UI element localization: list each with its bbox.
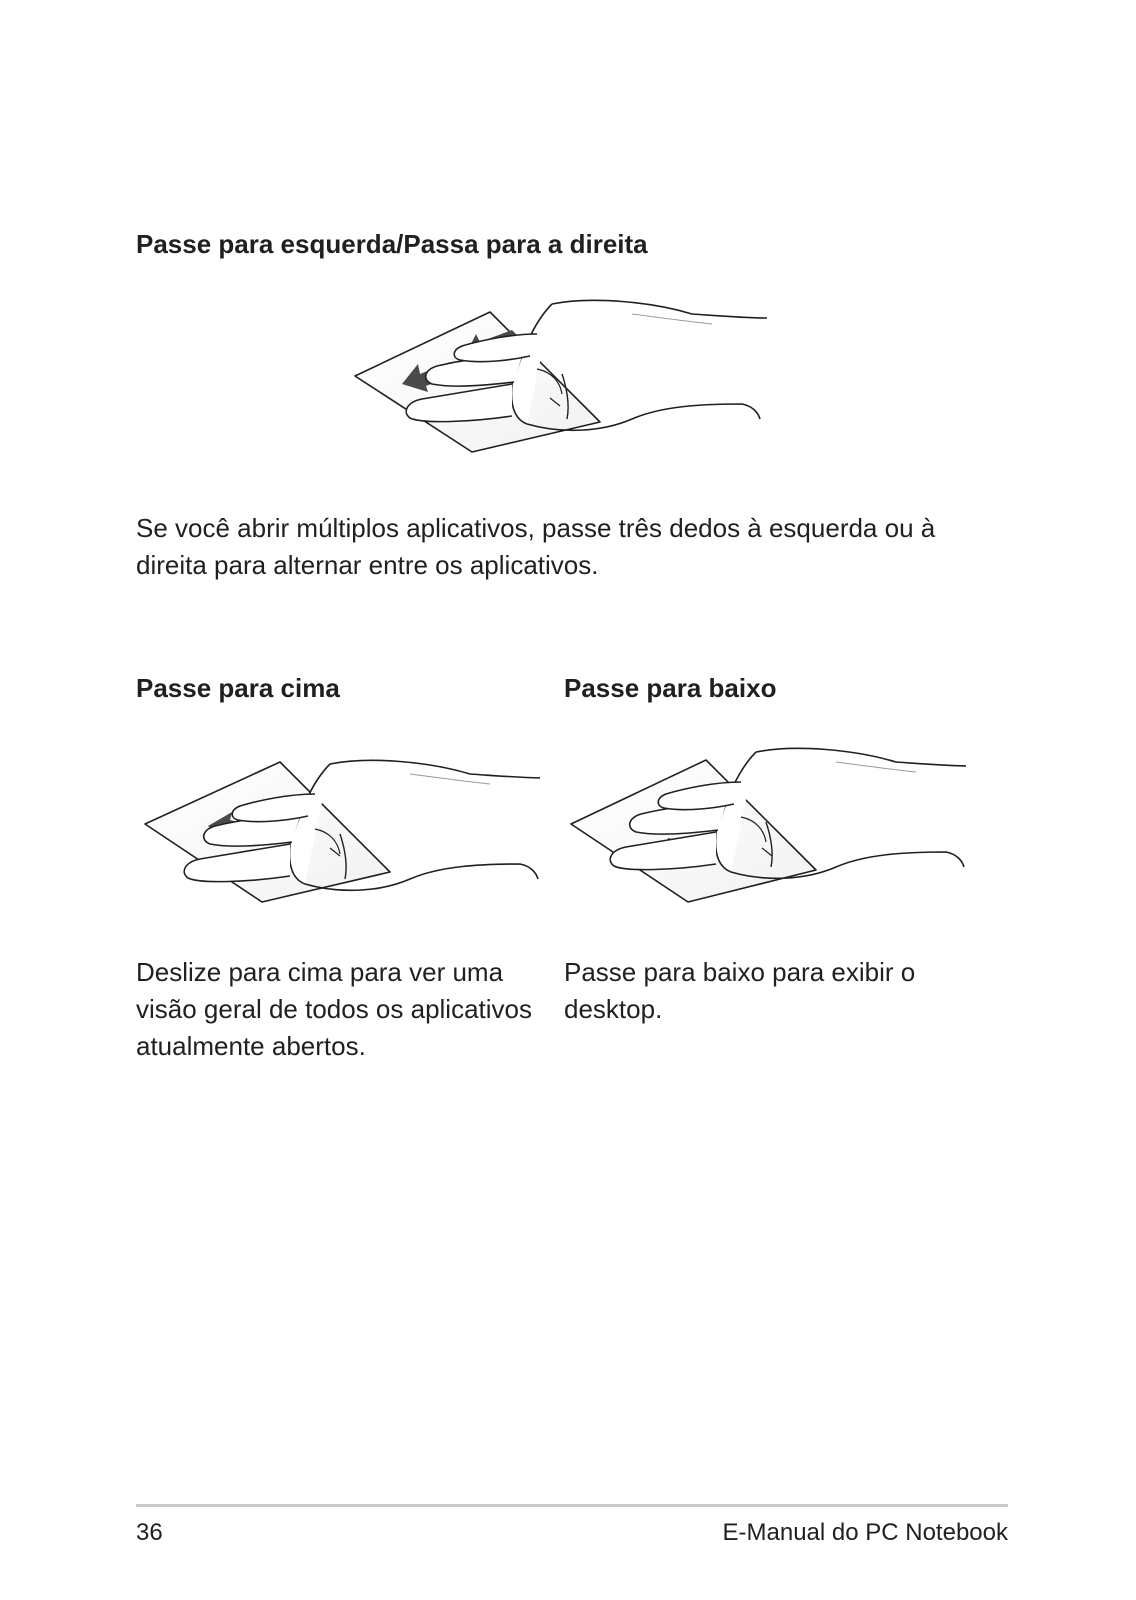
footer-divider xyxy=(136,1504,1008,1507)
swipe-down-illustration xyxy=(566,728,966,908)
section-description-swipe-side: Se você abrir múltiplos aplicativos, passe três dedos à esquerda ou à direita para alternar entre os aplicativos. xyxy=(136,513,936,580)
section-heading-swipe-down: Passe para baixo xyxy=(564,673,777,703)
section-heading-swipe-side: Passe para esquerda/Passa para a direita xyxy=(136,229,648,259)
section-description-swipe-up: Deslize para cima para ver uma visão geral de todos os aplicativos atualmente abertos. xyxy=(136,957,533,1061)
swipe-left-right-illustration xyxy=(350,294,770,464)
section-description-swipe-down: Passe para baixo para exibir o desktop. xyxy=(564,957,916,1024)
manual-title: E-Manual do PC Notebook xyxy=(722,1519,1008,1546)
swipe-up-illustration xyxy=(140,750,540,920)
section-heading-swipe-up: Passe para cima xyxy=(136,673,340,703)
page-number: 36 xyxy=(136,1519,163,1546)
